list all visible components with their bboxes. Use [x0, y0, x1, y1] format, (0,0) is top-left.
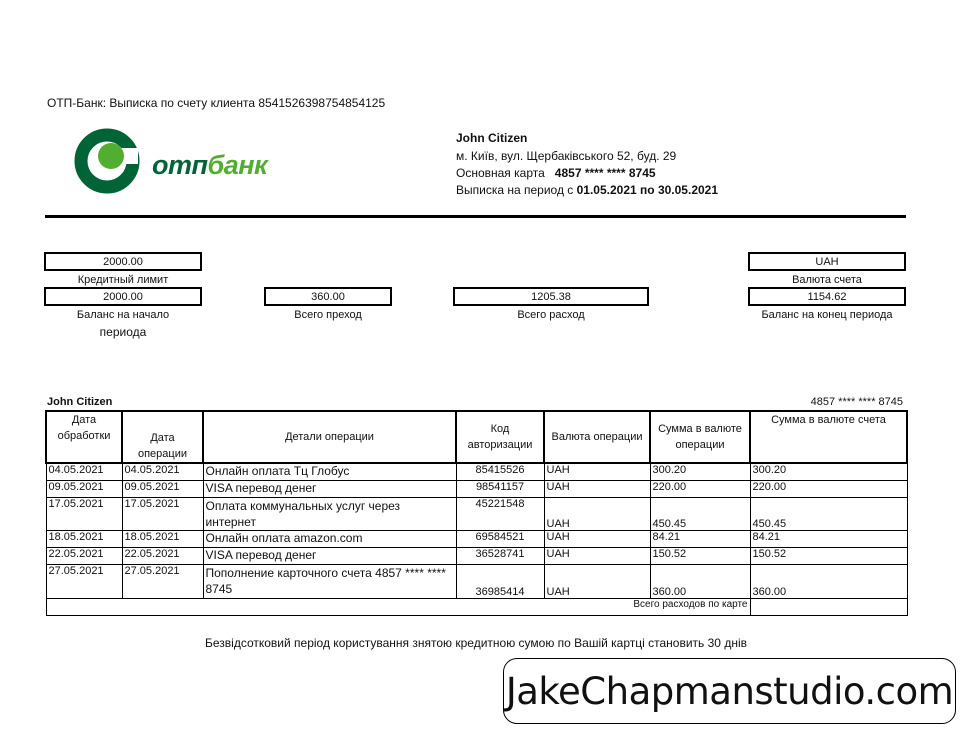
row-processing-date: 04.05.2021 — [46, 463, 122, 480]
period-label: Выписка на период с — [456, 183, 574, 197]
table-total-row — [46, 598, 907, 615]
row-processing-date: 22.05.2021 — [46, 547, 122, 564]
total-in-value: 360.00 — [264, 287, 392, 306]
total-in-label: Всего преход — [294, 309, 362, 321]
row-acct-amount: 360.00 — [750, 564, 907, 598]
table-row — [46, 547, 907, 564]
row-acct-amount: 84.21 — [750, 530, 907, 547]
total-out-value: 1205.38 — [453, 287, 649, 306]
col-acct-amount: Сумма в валюте счета — [750, 411, 907, 463]
row-details: Онлайн оплата Тц Глобус — [203, 463, 456, 480]
row-op-amount: 220.00 — [650, 480, 750, 497]
row-details: VISA перевод денег — [203, 547, 456, 564]
row-acct-amount: 450.45 — [750, 497, 907, 530]
total-label: Всего расходов по карте — [46, 598, 750, 615]
row-auth-code: 45221548 — [456, 497, 544, 530]
table-row — [46, 530, 907, 547]
watermark-text: JakeChapmanstudio.com — [505, 669, 954, 713]
statement-title: ОТП-Банк: Выписка по счету клиента 8541526398754854125 — [47, 96, 386, 110]
logo-wordmark: отпбанк — [152, 150, 268, 180]
table-row — [46, 480, 907, 497]
row-op-amount: 84.21 — [650, 530, 750, 547]
row-details: Пополнение карточного счета 4857 **** **** 8745 — [203, 564, 456, 598]
row-op-amount: 300.20 — [650, 463, 750, 480]
otp-bank-logo — [74, 128, 274, 194]
card-number: 4857 **** **** 8745 — [554, 166, 656, 180]
row-currency: UAH — [544, 480, 650, 497]
table-row — [46, 463, 907, 480]
table-header-row — [46, 411, 907, 463]
credit-limit-value: 2000.00 — [44, 252, 202, 271]
table-row — [46, 564, 907, 598]
header-divider — [45, 215, 906, 218]
row-processing-date: 17.05.2021 — [46, 497, 122, 530]
row-operation-date: 22.05.2021 — [122, 547, 203, 564]
row-details: VISA перевод денег — [203, 480, 456, 497]
row-auth-code: 69584521 — [456, 530, 544, 547]
table-card-number: 4857 **** **** 8745 — [810, 396, 903, 408]
row-details: Оплата коммунальных услуг через интернет — [203, 497, 456, 530]
table-holder-name: John Citizen — [47, 396, 113, 408]
currency-value: UAH — [748, 252, 906, 271]
row-operation-date: 09.05.2021 — [122, 480, 203, 497]
footer-note: Безвідсотковий період користування знятою кредитною сумою по Вашій картці становить 30 днів — [205, 636, 747, 650]
opening-balance-label-line1: Баланс на начало — [76, 309, 170, 321]
total-value — [750, 598, 907, 615]
row-operation-date: 17.05.2021 — [122, 497, 203, 530]
closing-balance-value: 1154.62 — [748, 287, 906, 306]
card-label: Основная карта — [456, 166, 545, 180]
row-currency: UAH — [544, 547, 650, 564]
row-auth-code: 36528741 — [456, 547, 544, 564]
row-currency: UAH — [544, 530, 650, 547]
currency-label: Валюта счета — [792, 274, 862, 286]
row-auth-code: 36985414 — [456, 564, 544, 598]
row-operation-date: 27.05.2021 — [122, 564, 203, 598]
row-processing-date: 18.05.2021 — [46, 530, 122, 547]
opening-balance-label-line2: периода — [99, 325, 147, 339]
client-name: John Citizen — [456, 131, 528, 145]
col-operation-date: Дата операции — [122, 411, 203, 463]
total-out-label: Всего расход — [517, 309, 585, 321]
period-to-label: по — [640, 183, 655, 197]
row-details: Онлайн оплата amazon.com — [203, 530, 456, 547]
row-acct-amount: 300.20 — [750, 463, 907, 480]
row-processing-date: 27.05.2021 — [46, 564, 122, 598]
col-auth-code: Код авторизации — [456, 411, 544, 463]
row-currency: UAH — [544, 497, 650, 530]
credit-limit-label: Кредитный лимит — [77, 274, 169, 286]
row-op-amount: 150.52 — [650, 547, 750, 564]
row-processing-date: 09.05.2021 — [46, 480, 122, 497]
opening-balance-label — [44, 307, 202, 341]
table-row — [46, 497, 907, 530]
card-line — [456, 166, 656, 180]
row-auth-code: 85415526 — [456, 463, 544, 480]
period-line — [456, 183, 718, 197]
col-op-currency: Валюта операции — [544, 411, 650, 463]
row-currency: UAH — [544, 463, 650, 480]
row-op-amount: 450.45 — [650, 497, 750, 530]
row-acct-amount: 220.00 — [750, 480, 907, 497]
col-op-amount: Сумма в валюте операции — [650, 411, 750, 463]
closing-balance-label: Баланс на конец периода — [761, 309, 893, 321]
row-currency: UAH — [544, 564, 650, 598]
opening-balance-value: 2000.00 — [44, 287, 202, 306]
watermark-box — [503, 658, 956, 724]
row-operation-date: 18.05.2021 — [122, 530, 203, 547]
row-operation-date: 04.05.2021 — [122, 463, 203, 480]
client-address: м. Київ, вул. Щербаківського 52, буд. 29 — [456, 149, 677, 163]
row-acct-amount: 150.52 — [750, 547, 907, 564]
col-details: Детали операции — [203, 411, 456, 463]
col-processing-date: Дата обработки — [46, 411, 122, 463]
period-from: 01.05.2021 — [576, 183, 637, 197]
operations-table — [45, 410, 908, 616]
period-to: 30.05.2021 — [657, 183, 719, 197]
row-auth-code: 98541157 — [456, 480, 544, 497]
row-op-amount: 360.00 — [650, 564, 750, 598]
